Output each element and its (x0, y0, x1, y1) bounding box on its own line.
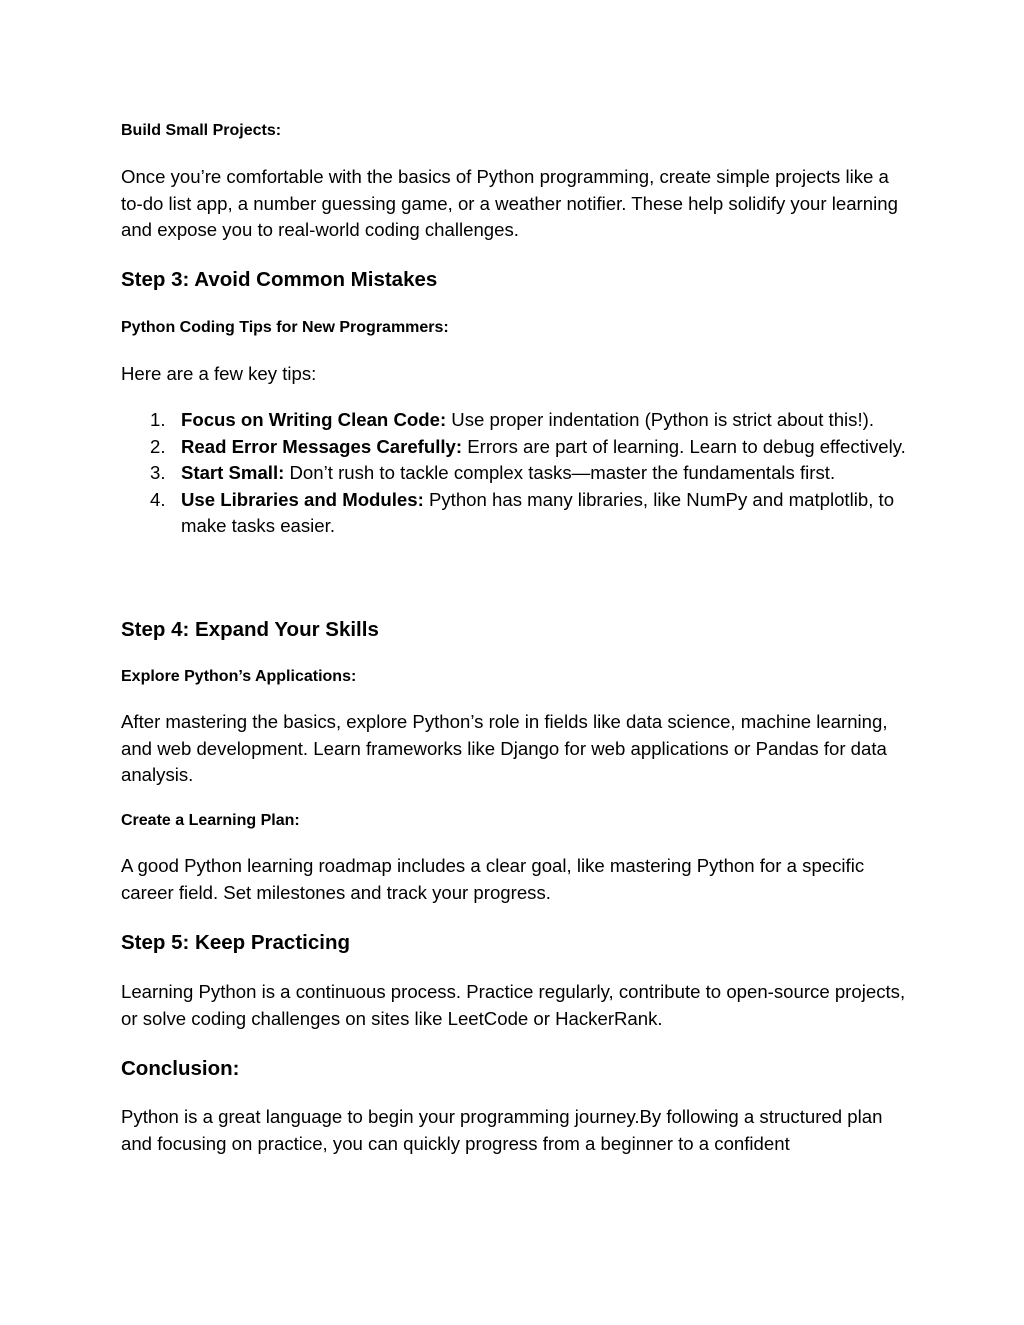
list-item-number: 3. (150, 462, 166, 483)
list-item (121, 434, 911, 461)
list-item-text: Python has many libraries, like NumPy and matplotlib, to make tasks easier. (181, 488, 895, 536)
paragraph-step-5: Learning Python is a continuous process. Practice regularly, contribute to open-source projects, or solve coding challenges on sites like LeetCode or HackerRank. (121, 981, 906, 1029)
list-item-number: 4. (150, 488, 166, 510)
list-item (121, 487, 911, 540)
heading-build-small-projects: Build Small Projects: (121, 122, 282, 139)
list-item-term: Use Libraries and Modules: (181, 488, 424, 510)
list-item-number: 1. (150, 409, 166, 430)
paragraph-build-small-projects: Once you’re comfortable with the basics of Python programming, create simple projects like a to-do list app, a number guessing game, or a weather notifier. These help solidify your learning and expose you to real-world coding challenges. (121, 166, 898, 240)
heading-conclusion: Conclusion: (121, 1057, 240, 1080)
list-item-term: Read Error Messages Carefully: (181, 435, 463, 457)
list-item-text: Use proper indentation (Python is strict about this!). (446, 409, 875, 430)
heading-step-5: Step 5: Keep Practicing (121, 931, 350, 954)
list-item-text: Errors are part of learning. Learn to debug effectively. (462, 435, 906, 457)
list-item-term: Start Small: (181, 462, 285, 483)
list-item-term: Focus on Writing Clean Code: (181, 409, 447, 430)
paragraph-tips-intro: Here are a few key tips: (121, 363, 317, 384)
subheading-explore-applications: Explore Python’s Applications: (121, 668, 357, 685)
subheading-coding-tips: Python Coding Tips for New Programmers: (121, 319, 449, 336)
paragraph-learning-plan: A good Python learning roadmap includes a clear goal, like mastering Python for a specific career field. Set milestones and track your progress. (121, 855, 865, 903)
list-item-number: 2. (150, 435, 166, 457)
paragraph-explore-applications: After mastering the basics, explore Python’s role in fields like data science, machine learning, and web development. Learn frameworks like Django for web applications or Pandas for data analysis. (121, 711, 888, 785)
paragraph-conclusion: Python is a great language to begin your programming journey.By following a structured plan and focusing on practice, you can quickly progress from a beginner to a confident (121, 1106, 883, 1154)
list-item (121, 407, 911, 434)
list-item (121, 460, 911, 487)
tips-list (121, 407, 911, 540)
subheading-learning-plan: Create a Learning Plan: (121, 812, 300, 829)
heading-step-3: Step 3: Avoid Common Mistakes (121, 268, 438, 291)
heading-step-4: Step 4: Expand Your Skills (121, 618, 379, 641)
list-item-text: Don’t rush to tackle complex tasks—master the fundamentals first. (284, 462, 836, 483)
